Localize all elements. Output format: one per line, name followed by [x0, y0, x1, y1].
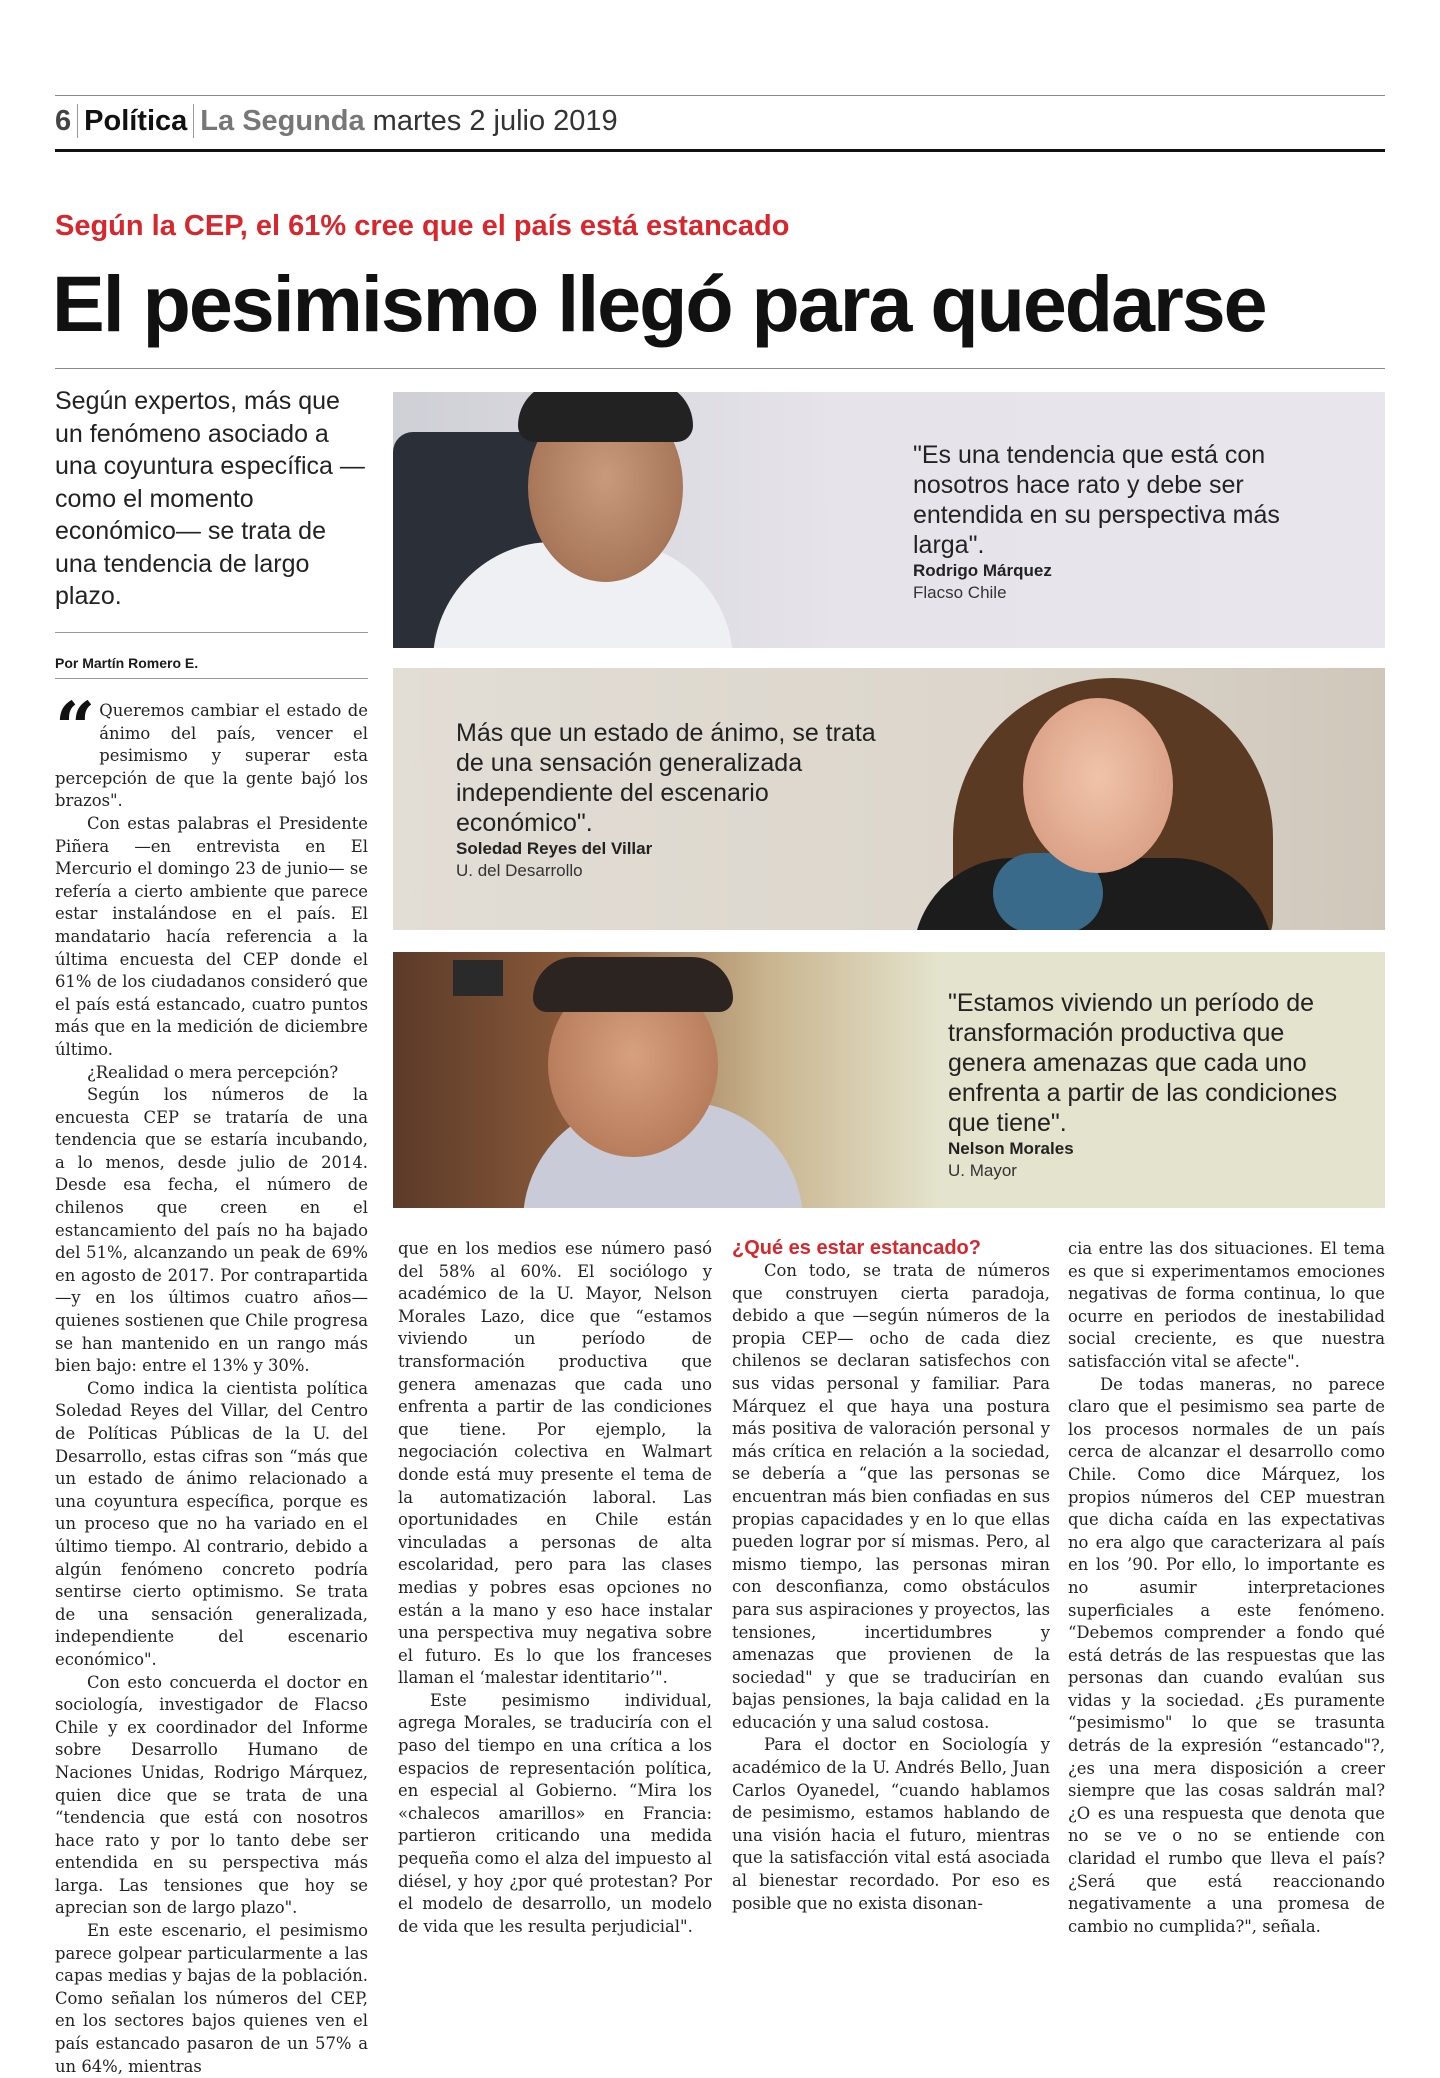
quote-name: Rodrigo Márquez: [913, 561, 1052, 580]
article-column-2: [398, 1238, 712, 1938]
face: [1023, 698, 1173, 873]
quote-text: "Estamos viviendo un período de transformación productiva que genera amenazas que cada uno enfrenta a partir de las condiciones que tiene".: [948, 989, 1338, 1137]
tv-screen: [453, 960, 503, 996]
headline-rule: [55, 368, 1385, 369]
photo-rodrigo-marquez: [393, 392, 1385, 648]
article-column-3: [732, 1236, 1050, 1915]
photo-nelson-morales: [393, 952, 1385, 1208]
paragraph: Este pesimismo individual, agrega Morales, se traduciría con el paso del tiempo en una crítica a los espacios de representación política, en especial al Gobierno. “Mira los «chalecos amarillos» en Francia: partieron criticando una medida pequeña como el alza del impuesto al diésel, y hoy ¿por qué protestan? Por el modelo de desarrollo, un modelo de vida que les resulta perjudicial".: [398, 1690, 712, 1936]
quote-name: Soledad Reyes del Villar: [456, 839, 653, 858]
byline: Por Martín Romero E.: [55, 655, 199, 671]
hair: [518, 392, 693, 442]
paragraph: Con estas palabras el Presidente Piñera —en entrevista en El Mercurio el domingo 23 de junio— se refería a cierto ambiente que parece estar instalándose en el país. El mandatario hacía referencia a la última encuesta del CEP donde el 61% de los ciudadanos consideró que el país está estancado, cuatro puntos más que en la medición de diciembre último.: [55, 813, 368, 1059]
quote-mark-icon: “: [55, 686, 96, 769]
subheading: ¿Qué es estar estancado?: [732, 1237, 981, 1259]
paragraph: ¿Realidad o mera percepción?: [87, 1062, 339, 1082]
paragraph: Con esto concuerda el doctor en sociología, investigador de Flacso Chile y ex coordinador del Informe sobre Desarrollo Humano de Naciones Unidas, Rodrigo Márquez, quien dice que se trata de una “tendencia que está con nosotros hace rato y por lo tanto debe ser entendida en su perspectiva más larga. Las tensiones que hoy se aprecian son de largo plazo".: [55, 1672, 368, 1918]
section-name: Política: [84, 104, 188, 137]
kicker: Según la CEP, el 61% cree que el país está estancado: [55, 210, 790, 242]
issue-date: martes 2 julio 2019: [372, 104, 618, 137]
divider: [193, 104, 194, 138]
article-column-1: [55, 686, 368, 2078]
top-rule: [55, 95, 1385, 96]
paragraph-text: Queremos cambiar el estado de ánimo del país, vencer el pesimismo y superar esta percepción de que la gente bajó los brazos".: [55, 701, 368, 811]
quote-text: "Es una tendencia que está con nosotros hace rato y debe ser entendida en su perspectiva más larga".: [913, 441, 1280, 559]
divider: [77, 104, 78, 138]
paragraph: Con todo, se trata de números que construyen cierta paradoja, debido a que —según números de la propia CEP— ocho de cada diez chilenos se declaran satisfechos con sus vidas personal y familiar. Para Márquez el que haya una postura más positiva de valoración personal y más crítica en relación a la sociedad, se debería a “que las personas se encuentran más bien confiadas en sus propias capacidades y en lo que ellas pueden lograr por sí mismas. Pero, al mismo tiempo, las personas miran con desconfianza, como obstáculos para sus aspiraciones y proyectos, las tensiones, incertidumbres y amenazas que provienen de la sociedad" y que se traducirían en bajas pensiones, la baja calidad en la educación y una salud costosa.: [732, 1261, 1050, 1732]
page-header: [55, 100, 618, 142]
quote-text: Más que un estado de ánimo, se trata de una sensación generalizada independiente del escenario económico".: [456, 719, 876, 837]
header-rule: [55, 149, 1385, 152]
paragraph: De todas maneras, no parece claro que el pesimismo sea parte de los procesos normales de un país cerca de alcanzar el desarrollo como Chile. Como dice Márquez, los propios números del CEP muestran que dicha caída en las expectativas no era algo que caracterizara al país en los ’90. Por ello, lo importante es no asumir interpretaciones superficiales a este fenómeno. “Debemos comprender a fondo qué está detrás de las respuestas que las personas dan cuando evalúan sus vidas y la sociedad. ¿Es puramente “pesimismo" lo que se trasunta detrás de la expresión “estancado"?, ¿es una mera disposición a creer siempre que las cosas saldrán mal? ¿O es una respuesta que denota que no se ve o no se entiende con claridad el rumbo que lleva el país? ¿Será que está reaccionando negativamente a una promesa de cambio no cumplida?", señala.: [1068, 1374, 1385, 1936]
paragraph: que en los medios ese número pasó del 58% al 60%. El sociólogo y académico de la U. Mayor, Nelson Morales Lazo, dice que “estamos viviendo un período de transformación productiva que genera amenazas que cada uno enfrenta a partir de las condiciones que tiene. Por ejemplo, la negociación colectiva en Walmart donde está muy presente el tema de la automatización laboral. Las oportunidades en Chile están vinculadas a personas de alta escolaridad, pero para las clases medias y pobres esas opciones no están a la mano y eso hace instalar una perspectiva muy negativa sobre el futuro. Es lo que los franceses llaman el ‘malestar identitario’".: [398, 1239, 712, 1688]
quote-name: Nelson Morales: [948, 1139, 1074, 1158]
paragraph: cia entre las dos situaciones. El tema es que si experimentamos emociones negativas de forma continua, lo que ocurre en periodos de inestabilidad social creciente, es que nuestra satisfacción vital se afecte".: [1068, 1239, 1385, 1371]
quote-affiliation: U. Mayor: [948, 1161, 1017, 1180]
quote-affiliation: Flacso Chile: [913, 583, 1007, 602]
opening-quote-paragraph: [55, 686, 368, 813]
deck: Según expertos, más que un fenómeno asociado a una coyuntura específica —como el momento económico— se trata de una tendencia de largo plazo.: [55, 387, 365, 610]
paragraph: Para el doctor en Sociología y académico de la U. Andrés Bello, Juan Carlos Oyanedel, “cuando hablamos de pesimismo, estamos hablando de una visión hacia el futuro, mientras que la satisfacción vital está asociada al bienestar recordado. Por eso es posible que no exista disonan-: [732, 1735, 1050, 1913]
hair: [533, 957, 733, 1012]
byline-rule: [55, 678, 368, 679]
quote-affiliation: U. del Desarrollo: [456, 861, 583, 880]
newspaper-name: La Segunda: [200, 104, 365, 137]
paragraph: Según los números de la encuesta CEP se trataría de una tendencia que se estaría incubando, a lo menos, desde julio de 2014. Desde esa fecha, el número de chilenos que creen en el estancamiento del país no ha bajado del 51%, alcanzando un peak de 69% en agosto de 2017. Por contrapartida —y en los últimos cuatro años— quienes sostienen que Chile progresa se han mantenido en un rango más bien bajo: entre el 13% y 30%.: [55, 1085, 368, 1376]
page-number: 6: [55, 104, 72, 137]
deck-rule: [55, 632, 368, 633]
paragraph: Como indica la cientista política Soledad Reyes del Villar, del Centro de Políticas Públicas de la U. del Desarrollo, estas cifras son “más que un estado de ánimo relacionado a una coyuntura específica, porque es un proceso que no ha variado en el último tiempo. Al contrario, debido a algún fenómeno concreto podría sentirse cierto optimismo. Se trata de una sensación generalizada, independiente del escenario económico".: [55, 1378, 368, 1669]
headline: El pesimismo llegó para quedarse: [52, 259, 1266, 348]
article-column-4: [1068, 1238, 1385, 1938]
paragraph: En este escenario, el pesimismo parece golpear particularmente a las capas medias y bajas de la población. Como señalan los números del CEP, en los sectores bajos quienes ven el país estancado pasaron de un 57% a un 64%, mientras: [55, 1921, 368, 2076]
photo-soledad-reyes: [393, 668, 1385, 930]
